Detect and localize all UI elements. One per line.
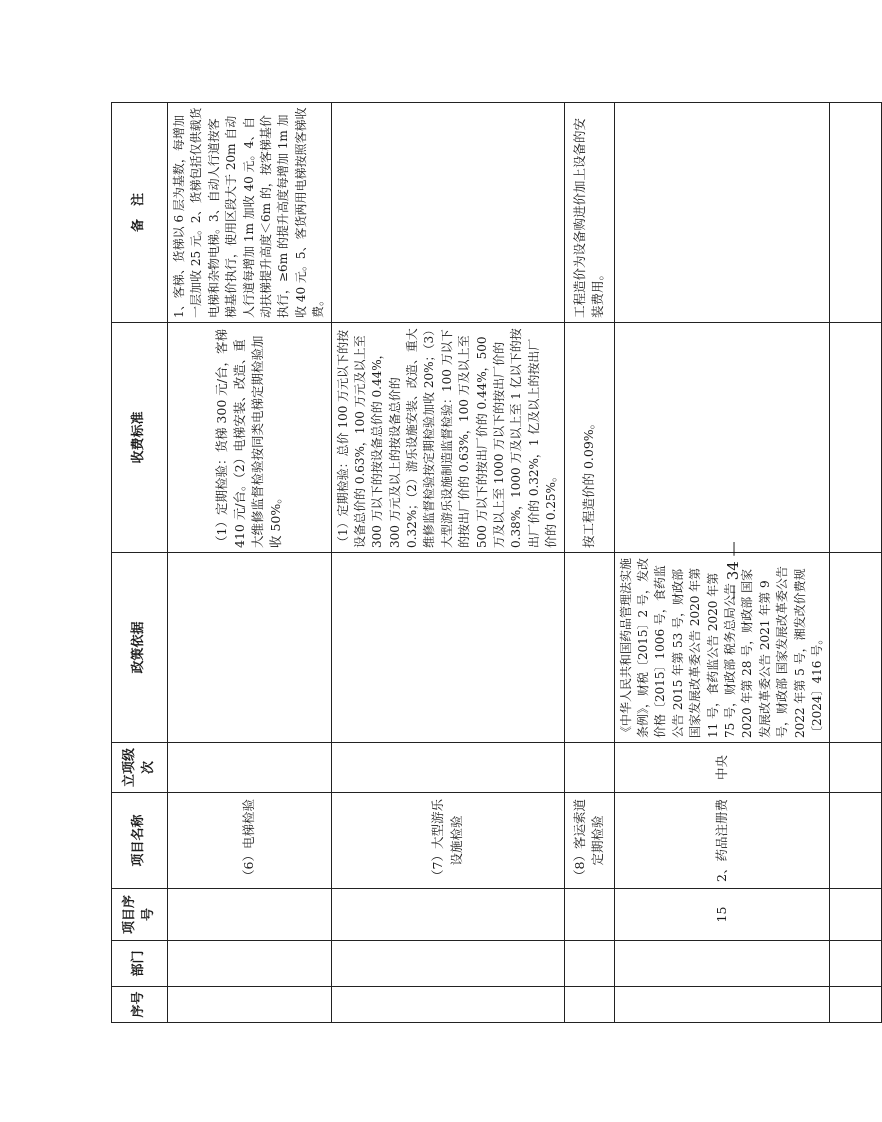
cell-seq [168,987,332,1023]
cell-item-name: （6）电梯检验 [168,793,332,889]
cell-standard: （1）定期检验：总价 100 万元以下的按设备总价的 0.63%，100 万元及以上至 300 万以下的按设备总价的 0.44%，300 万元及以上的按设备总价的 0.32%；（2）游乐设施安装、改造、重大维修监督检验按定期检验加收 20%；（3）大型游乐设施制造监督检验：100 万以下的按出厂价的 0.63%，100 万及以上至 500 万以下的按出厂价的 0.44%，500 万及以上至 1000 万以下的按出厂价的 0.38%，1000 万及以上至 1 亿以下的按出厂价的 0.32%，1 亿及以上的按出厂价的 0.25%。 [331,323,564,553]
cell-dept [564,941,614,987]
cell-remark: 1、客梯、货梯以 6 层为基数，每增加一层加收 25 元。2、货梯包括仅供载货电梯和杂物电梯。3、自动人行道按客梯基价执行，使用区段大于 20m 自动人行道每增加 1m 加收 40 元。4、自动扶梯提升高度＜6m 的，按客梯基价执行，≥6m 的提升高度每增加 1m 加收 40 元。5、客货两用电梯按照客梯收费。 [168,103,332,323]
cell-seq [331,987,564,1023]
header-item-name: 项目名称 [112,793,168,889]
cell-basis [830,553,882,743]
cell-basis [331,553,564,743]
cell-standard [614,323,830,553]
cell-seq [830,987,882,1023]
header-standard: 收费标准 [112,323,168,553]
table-row [564,103,614,1023]
header-basis: 政策依据 [112,553,168,743]
cell-dept [830,941,882,987]
cell-level [168,743,332,793]
cell-item-no [564,889,614,941]
cell-remark: 工程造价为设备购进价加上设备的安装费用。 [564,103,614,323]
header-seq: 序号 [112,987,168,1023]
header-item-no: 项目序号 [112,889,168,941]
fee-table [111,102,882,1023]
cell-dept [331,941,564,987]
cell-remark [614,103,830,323]
table-row [331,103,564,1023]
cell-item-no: 15 [614,889,830,941]
cell-dept [614,941,830,987]
cell-remark [830,103,882,323]
cell-level [331,743,564,793]
cell-item-no [331,889,564,941]
cell-standard [830,323,882,553]
header-remark: 备 注 [112,103,168,323]
header-level: 立项级次 [112,743,168,793]
cell-item-no [168,889,332,941]
page-number: — 34 — [724,541,742,601]
cell-seq [614,987,830,1023]
table-row [614,103,830,1023]
cell-dept [168,941,332,987]
table-row [830,103,882,1023]
header-row [112,103,168,1023]
cell-level [830,743,882,793]
cell-item-name: （7）大型游乐设施检验 [331,793,564,889]
cell-item-name: 2、药品注册费 [614,793,830,889]
cell-remark [331,103,564,323]
cell-standard: 按工程造价的 0.09%。 [564,323,614,553]
cell-basis [168,553,332,743]
cell-basis: 《中华人民共和国药品管理法实施条例》，财税〔2015〕2 号，发改价格〔2015〕1006 号，食药监公告 2015 年第 53 号，财政部 国家发展改革委公告 2020 年第 11 号，食药监公告 2020 年第 75 号，财政部 税务总局公告 2020 年第 28 号，财政部 国家发展改革委公告 2021 年第 9 号，财政部 国家发展改革委公告 2022 年第 5 号，湘发改价费规〔2024〕416 号。 [614,553,830,743]
cell-basis [564,553,614,743]
table-row [168,103,332,1023]
cell-level: 中央 [614,743,830,793]
cell-item-name [830,793,882,889]
cell-item-name: （8）客运索道定期检验 [564,793,614,889]
cell-seq [564,987,614,1023]
cell-level [564,743,614,793]
header-dept: 部门 [112,941,168,987]
cell-standard: （1）定期检验：货梯 300 元/台，客梯 410 元/台。（2）电梯安装、改造、重大维修监督检验按同类电梯定期检验加收 50%。 [168,323,332,553]
cell-item-no [830,889,882,941]
